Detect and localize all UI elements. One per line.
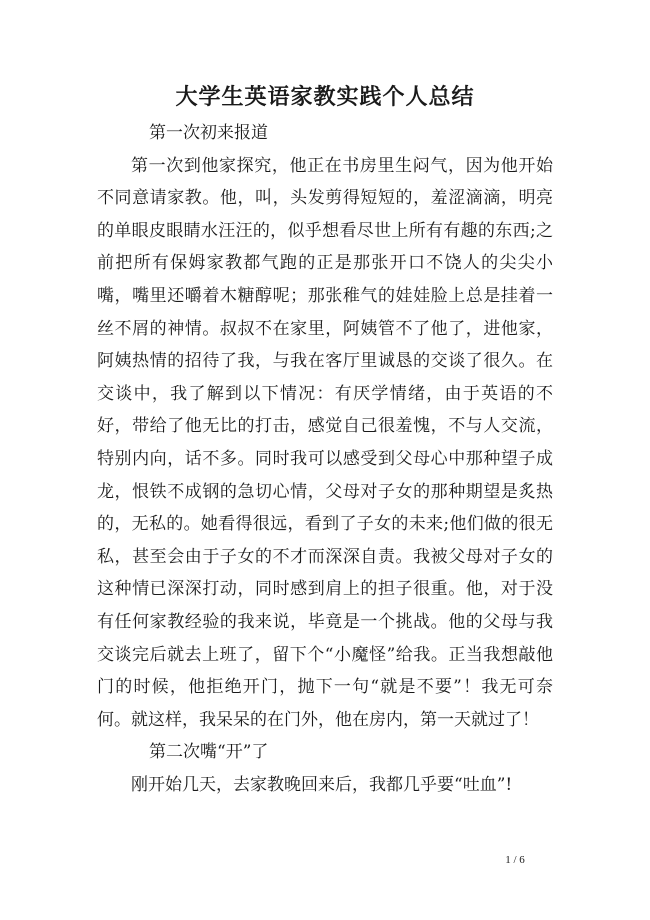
paragraph-first-visit: 第一次到他家探究，他正在书房里生闷气，因为他开始不同意请家教。他，叫，头发剪得短短的，羞涩滴滴，明亮的单眼皮眼睛水汪汪的，似乎想看尽世上所有有趣的东西;之前把所有保姆家教都气跑的正是那张开口不饶人的尖尖小嘴，嘴里还嚼着木糖醇呢；那张稚气的娃娃脸上总是挂着一丝不屑的神情。叔叔不在家里，阿姨管不了他了，进他家，阿姨热情的招待了我，与我在客厅里诚恳的交谈了很久。在交谈中，我了解到以下情况：有厌学情绪，由于英语的不好，带给了他无比的打击，感觉自己很羞愧，不与人交流，特别内向，话不多。同时我可以感受到父母心中那种望子成龙，恨铁不成钢的急切心情，父母对子女的那种期望是炙热的，无私的。她看得很远，看到了子女的未来;他们做的很无私，甚至会由于子女的不才而深深自责。我被父母对子女的这种情已深深打动，同时感到肩上的担子很重。他，对于没有任何家教经验的我来说，毕竟是一个挑战。他的父母与我交谈完后就去上班了，留下个“小魔怪”给我。正当我想敲他门的时候，他拒绝开门，抛下一句“就是不要”！我无可奈何。就这样，我呆呆的在门外，他在房内，第一天就过了！ <box>97 155 553 730</box>
document-title: 大学生英语家教实践个人总结 <box>175 84 475 110</box>
page-number: 1 / 6 <box>505 854 525 866</box>
section-heading-first-visit: 第一次初来报道 <box>149 123 268 143</box>
paragraph-second-visit: 刚开始几天，去家教晚回来后，我都几乎要“吐血”! <box>131 774 513 795</box>
section-heading-second-visit: 第二次嘴“开”了 <box>149 742 269 763</box>
document-body <box>97 117 553 801</box>
